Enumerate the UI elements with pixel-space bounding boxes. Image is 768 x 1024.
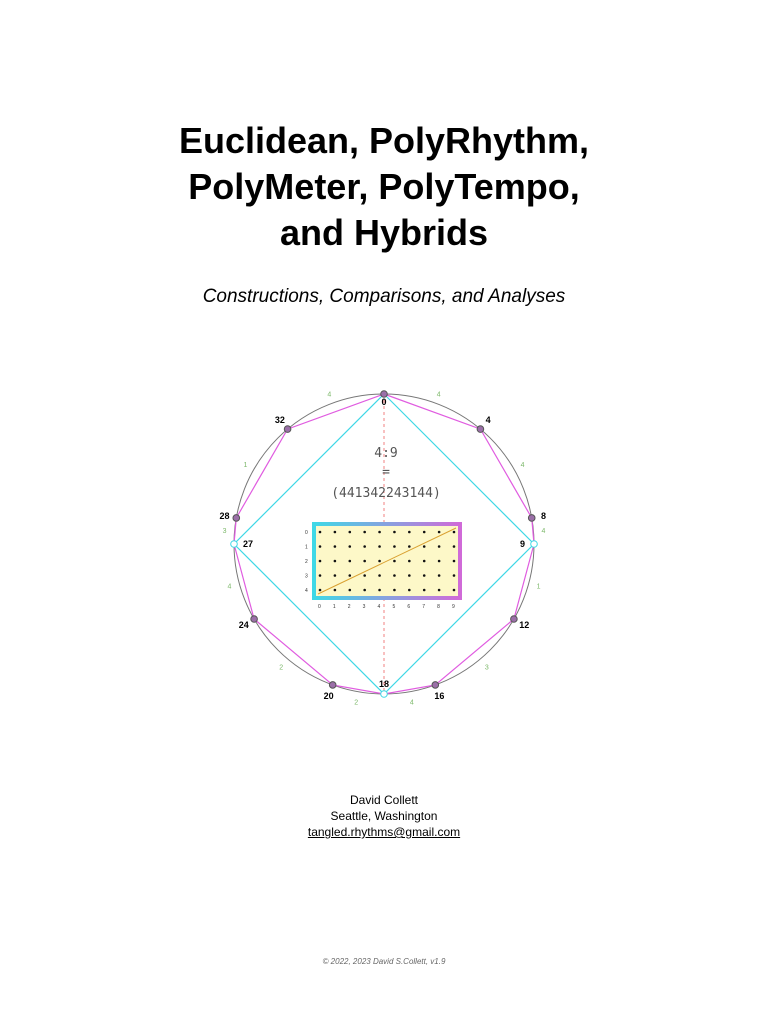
author-block	[0, 792, 768, 840]
grid-col-label: 1	[332, 604, 336, 610]
grid-dot	[334, 574, 337, 577]
beat-node	[329, 682, 336, 689]
beat-node	[233, 515, 240, 522]
grid-dot	[393, 531, 396, 534]
interval-label: 2	[279, 664, 284, 672]
title-line-1: Euclidean, PolyRhythm,	[178, 120, 590, 161]
beat-node	[284, 426, 291, 433]
beat-position-label: 32	[274, 414, 285, 425]
grid-dot	[453, 589, 456, 592]
interval-label: 1	[243, 462, 248, 469]
interval-label: 3	[484, 664, 489, 672]
grid-col-label: 6	[407, 604, 411, 610]
rhythm-circle-diagram	[218, 380, 550, 712]
sequence-label: (441342243144)	[331, 486, 441, 501]
interval-label: 4	[409, 699, 414, 707]
grid-dot	[393, 560, 396, 563]
document-subtitle: Constructions, Comparisons, and Analyses	[202, 286, 566, 307]
interval-label: 3	[222, 528, 227, 536]
interval-label: 4	[541, 528, 546, 536]
grid-dot	[408, 560, 411, 563]
grid-dot	[423, 531, 426, 534]
grid-col-label: 0	[318, 604, 321, 610]
grid-row-label: 2	[305, 559, 308, 565]
grid-dot	[453, 574, 456, 577]
grid-dot	[393, 589, 396, 592]
grid-col-label: 9	[452, 604, 455, 610]
document-title	[0, 118, 768, 256]
grid-dot	[378, 531, 381, 534]
interval-label: 1	[536, 583, 541, 591]
grid-dot	[363, 574, 366, 577]
title-line-3: and Hybrids	[279, 212, 489, 253]
grid-dot	[319, 574, 322, 577]
beat-node	[231, 541, 238, 548]
title-line-2: PolyMeter, PolyTempo,	[188, 166, 580, 207]
grid-dot	[363, 531, 366, 534]
author-location: Seattle, Washington	[330, 809, 438, 823]
beat-position-label: 18	[378, 679, 390, 689]
grid-dot	[453, 560, 456, 563]
grid-dot	[334, 545, 337, 548]
beat-node	[432, 682, 439, 689]
grid-dot	[423, 545, 426, 548]
grid-dot	[378, 560, 381, 563]
grid-dot	[438, 531, 441, 534]
grid-dot	[348, 574, 351, 577]
rhythm-circle-figure	[218, 380, 550, 712]
beat-position-label: 8	[541, 510, 547, 521]
grid-col-label: 7	[422, 604, 426, 610]
grid-dot	[363, 560, 366, 563]
grid-dot	[393, 574, 396, 577]
grid-dot	[363, 545, 366, 548]
grid-dot	[348, 560, 351, 563]
grid-dot	[334, 531, 337, 534]
grid-dot	[319, 545, 322, 548]
grid-dot	[348, 589, 351, 592]
interval-label: 4	[327, 391, 332, 399]
beat-node	[381, 691, 388, 698]
grid-dot	[378, 545, 381, 548]
grid-dot	[319, 589, 322, 592]
grid-dot	[378, 589, 381, 592]
grid-dot	[393, 545, 396, 548]
beat-position-label: 20	[323, 691, 334, 702]
interval-label: 2	[354, 699, 359, 707]
beat-node	[531, 541, 538, 548]
grid-row-label: 4	[305, 588, 308, 594]
grid-row-label: 1	[305, 544, 308, 551]
beat-node	[511, 616, 518, 623]
beat-position-label: 28	[219, 510, 230, 521]
grid-dot	[423, 574, 426, 577]
grid-dot	[423, 560, 426, 563]
grid-dot	[408, 545, 411, 548]
grid-col-label: 4	[377, 604, 381, 610]
grid-dot	[319, 560, 322, 563]
grid-dot	[423, 589, 426, 592]
copyright-notice: © 2022, 2023 David S.Collett, v1.9	[322, 957, 446, 966]
grid-dot	[334, 560, 337, 563]
interval-label: 4	[436, 391, 441, 399]
grid-dot	[408, 574, 411, 577]
beat-position-label: 0	[381, 397, 387, 407]
grid-col-label: 5	[392, 604, 396, 610]
grid-dot	[453, 531, 456, 534]
grid-dot	[378, 574, 381, 577]
interval-label: 4	[520, 462, 525, 469]
beat-node	[528, 515, 535, 522]
grid-dot	[348, 545, 351, 548]
interval-label: 4	[227, 583, 232, 591]
beat-position-label: 24	[238, 620, 249, 630]
beat-node	[251, 616, 258, 623]
grid-col-label: 3	[362, 604, 366, 610]
ratio-label: 4:9	[374, 446, 398, 461]
grid-dot	[319, 531, 322, 534]
grid-dot	[408, 531, 411, 534]
grid-dot	[363, 589, 366, 592]
author-email-link[interactable]: tangled.rhythms@gmail.com	[307, 825, 461, 839]
grid-row-label: 3	[305, 573, 308, 580]
equals-label: =	[382, 465, 390, 480]
beat-position-label: 4	[485, 414, 491, 425]
grid-dot	[438, 545, 441, 548]
grid-dot	[348, 531, 351, 534]
beat-position-label: 12	[519, 620, 530, 630]
beat-position-label: 9	[519, 539, 525, 549]
author-name: David Collett	[349, 793, 419, 807]
grid-dot	[453, 545, 456, 548]
grid-dot	[438, 589, 441, 592]
grid-dot	[438, 560, 441, 563]
beat-position-label: 16	[434, 691, 445, 702]
grid-dot	[408, 589, 411, 592]
beat-node	[477, 426, 484, 433]
grid-col-label: 2	[347, 604, 351, 610]
beat-position-label: 27	[243, 539, 254, 549]
grid-dot	[334, 589, 337, 592]
grid-dot	[438, 574, 441, 577]
grid-col-label: 8	[437, 604, 440, 610]
grid-row-label: 0	[305, 530, 308, 536]
